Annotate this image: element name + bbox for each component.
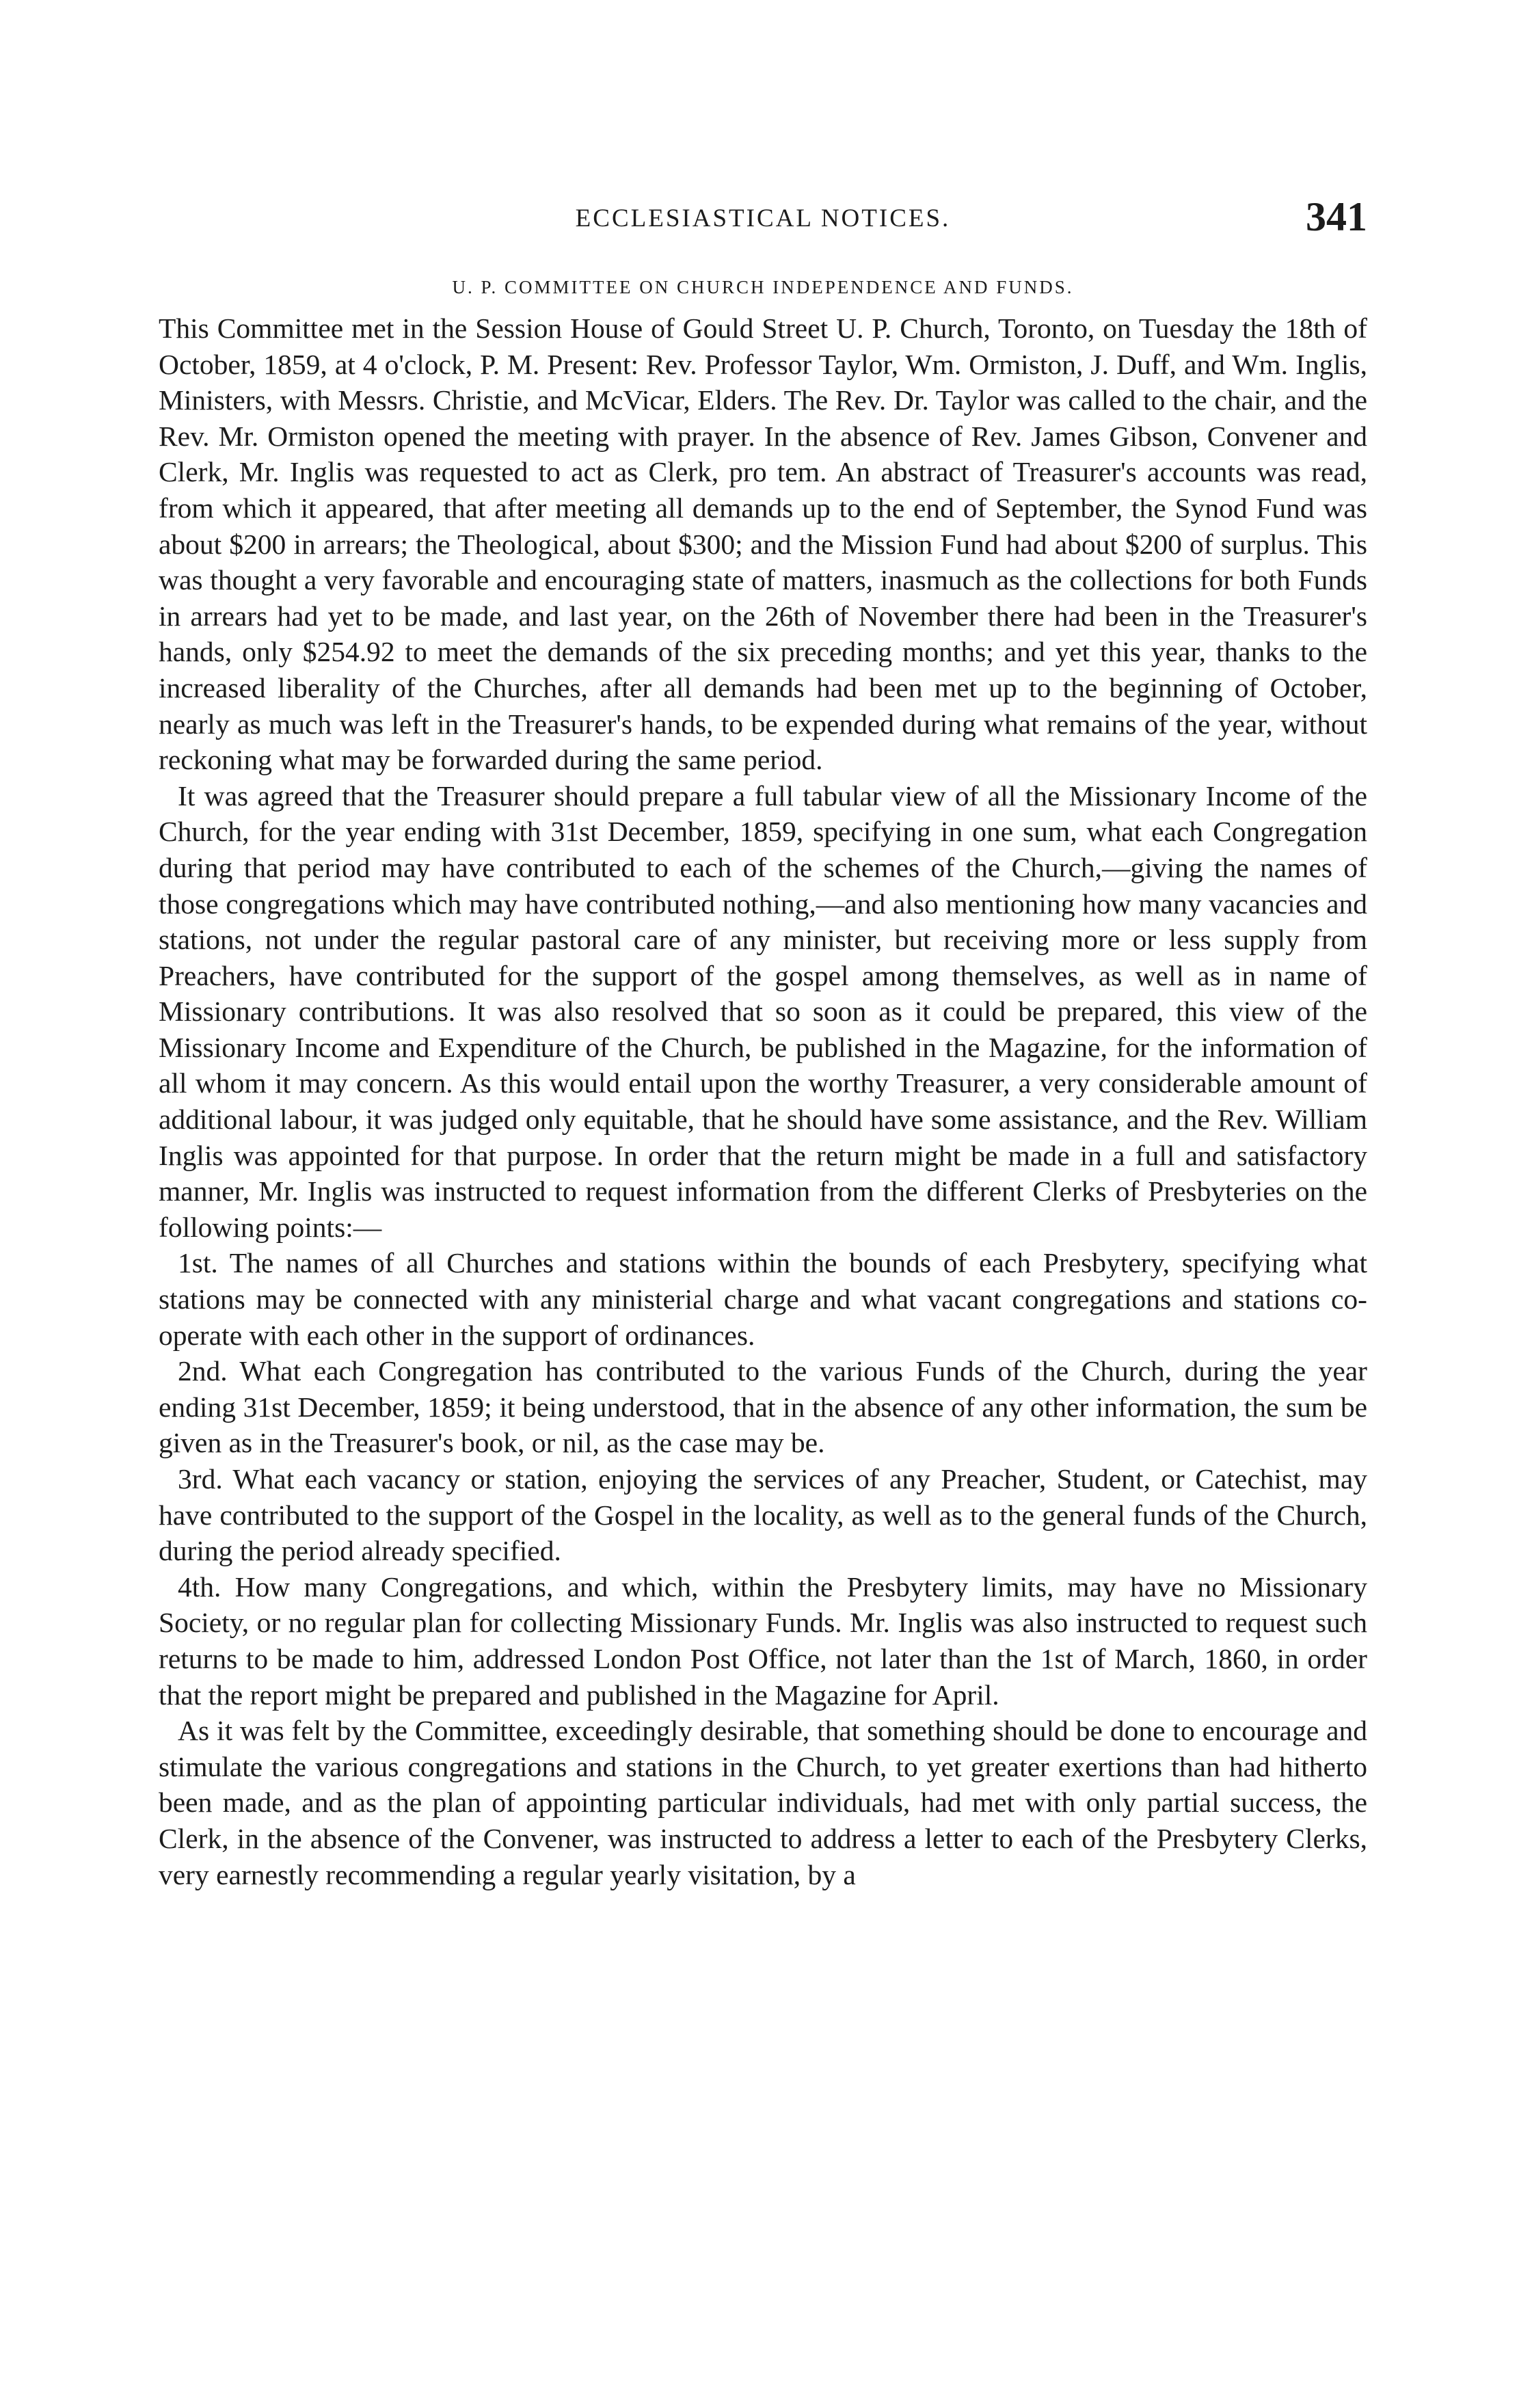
paragraph-committee-meeting: This Committee met in the Session House of Gould Street U. P. Church, Toronto, on Tuesday the 18th of October, 1859, at 4 o'clock, P. M. Present: Rev. Professor Taylor, Wm. Ormiston, J. Duff, and Wm. Inglis, Ministers, with Messrs. Christie, and McVicar, Elders. The Rev. Dr. Taylor was called to the chair, and the Rev. Mr. Ormiston opened the meeting with prayer. In the absence of Rev. James Gibson, Convener and Clerk, Mr. Inglis was requested to act as Clerk, pro tem. An abstract of Treasurer's accounts was read, from which it appeared, that after meeting all demands up to the end of September, the Synod Fund was about $200 in arrears; the Theological, about $300; and the Mission Fund had about $200 of surplus. This was thought a very favorable and encouraging state of matters, inasmuch as the collections for both Funds in arrears had yet to be made, and last year, on the 26th of November there had been in the Treasurer's hands, only $254.92 to meet the demands of the six preceding months; and yet this year, thanks to the increased liberality of the Churches, after all demands had been met up to the beginning of October, nearly as much was left in the Treasurer's hands, to be expended during what remains of the year, without reckoning what may be forwarded during the same period. [159,312,1367,776]
paragraph-treasurer-report: It was agreed that the Treasurer should prepare a full tabular view of all the Missionary Income of the Church, for the year ending with 31st December, 1859, specifying in one sum, what each Congregation during that period may have contributed to each of the schemes of the Church,—giving the names of those congregations which may have contributed nothing,—and also mentioning how many vacancies and stations, not under the regular pastoral care of any minister, but receiving more or less supply from Preachers, have contributed for the support of the gospel among themselves, as well as in name of Missionary contributions. It was also resolved that so soon as it could be prepared, this view of the Missionary Income and Expenditure of the Church, be published in the Magazine, for the information of all whom it may concern. As this would entail upon the worthy Treasurer, a very considerable amount of additional labour, it was judged only equitable, that he should have some assistance, and the Rev. William Inglis was appointed for that purpose. In order that the return might be made in a full and satisfactory manner, Mr. Inglis was instructed to request information from the different Clerks of Presbyteries on the following points:— [159,779,1367,1243]
paragraph-visitation: As it was felt by the Committee, exceedingly desirable, that something should be done to encourage and stimulate the various congregations and stations in the Church, to yet greater exertions than had hitherto been made, and as the plan of appointing particular individuals, had met with only partial success, the Clerk, in the absence of the Convener, was instructed to address a letter to each of the Presbytery Clerks, very earnestly recommending a regular yearly visitation, by a [159,1715,1367,1890]
paragraph-point-second: 2nd. What each Congregation has contributed to the various Funds of the Church, during the year ending 31st December, 1859; it being understood, that in the absence of any other information, the sum be given as in the Treasurer's book, or nil, as the case may be. [159,1355,1367,1459]
paragraph-point-third: 3rd. What each vacancy or station, enjoying the services of any Preacher, Student, or Catechist, may have contributed to the support of the Gospel in the locality, as well as to the general funds of the Church, during the period already specified. [159,1463,1367,1567]
paragraph-point-first: 1st. The names of all Churches and stations within the bounds of each Presbytery, specifying what stations may be connected with any ministerial charge and what vacant congregations and stations co-operate with each other in the support of ordinances. [159,1247,1367,1351]
page-number: 341 [1306,194,1367,239]
article-body [159,310,1367,1892]
section-heading: U. P. COMMITTEE ON CHURCH INDEPENDENCE AND FUNDS. [452,277,1074,297]
running-head [159,194,1367,241]
paragraph-point-fourth: 4th. How many Congregations, and which, within the Presbytery limits, may have no Missionary Society, or no regular plan for collecting Missionary Funds. Mr. Inglis was also instructed to request such returns to be made to him, addressed London Post Office, not later than the 1st of March, 1860, in order that the report might be prepared and published in the Magazine for April. [159,1570,1367,1711]
running-title: ECCLESIASTICAL NOTICES. [575,204,951,232]
